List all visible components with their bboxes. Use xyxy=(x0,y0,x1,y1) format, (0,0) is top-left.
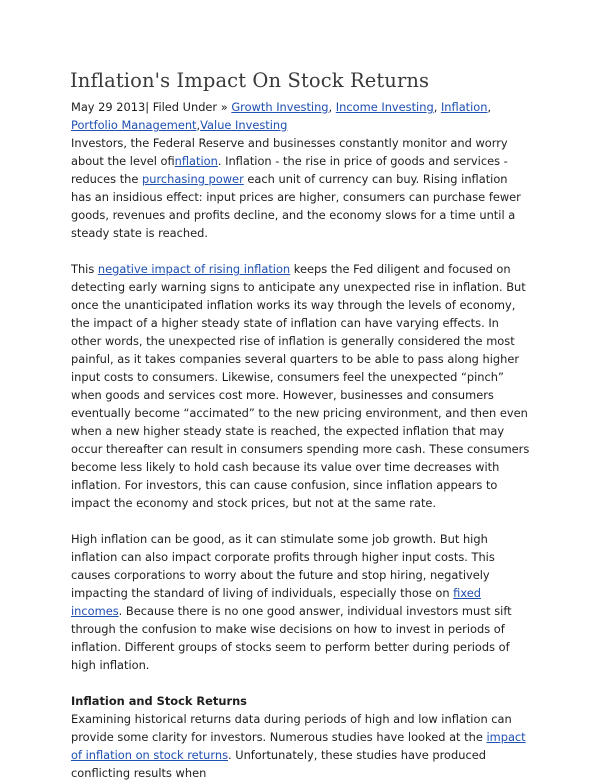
paragraph-1: Investors, the Federal Reserve and businesses constantly monitor and worry about the level ofinflation. Inflation - the rise in price of goods and services - reduces the purchasing power each unit of currency can buy. Rising inflation has an insidious effect: input prices are higher, consumers can purchase fewer goods, revenues and profits decline, and the economy slows for a time until a steady state is reached. xyxy=(71,136,521,240)
category-link-portfolio-management[interactable]: Portfolio Management xyxy=(71,118,197,132)
article-body xyxy=(71,98,531,782)
paragraph-3: High inflation can be good, as it can stimulate some job growth. But high inflation can also impact corporate profits through higher input costs. This causes corporations to worry about the future and stop hiring, negatively impacting the standard of living of individuals, especially those on fixed incomes. Because there is no one good answer, individual investors must sift through the confusion to make wise decisions on how to invest in periods of inflation. Different groups of stocks seem to perform better during periods of high inflation. xyxy=(71,532,512,672)
impact-of-inflation-link[interactable]: impact of inflation on stock returns xyxy=(71,730,526,762)
category-link-value-investing[interactable]: Value Investing xyxy=(200,118,288,132)
section-heading: Inflation and Stock Returns xyxy=(71,694,247,708)
article-date: May 29 2013| Filed Under » xyxy=(71,100,232,114)
purchasing-power-link[interactable]: purchasing power xyxy=(142,172,244,186)
category-link-inflation[interactable]: Inflation xyxy=(440,100,488,114)
paragraph-2: This negative impact of rising inflation keeps the Fed diligent and focused on detecting early warning signs to anticipate any unexpected rise in inflation. But once the unanticipated inflation works its way through the levels of economy, the impact of a higher steady state of inflation can have varying effects. In other words, the unexpected rise of inflation is generally considered the most painful, as it takes companies several quarters to be able to pass along higher input costs to consumers. Likewise, consumers feel the unexpected “pinch” when goods and services cost more. However, businesses and consumers eventually become “accimated” to the new pricing environment, and then even when a new higher steady state is reached, the expected inflation that may occur thereafter can result in consumers spending more cash. These consumers become less likely to hold cash because its value over time decreases with inflation. For investors, this can cause confusion, since inflation appears to impact the economy and stock prices, but not at the same rate. xyxy=(71,262,530,510)
fixed-incomes-link[interactable]: fixed incomes xyxy=(71,586,481,618)
article-meta: May 29 2013| Filed Under » Growth Investing, Income Investing, Inflation, Portfolio Management,Value Investing xyxy=(71,100,492,132)
inflation-link[interactable]: inflation xyxy=(174,154,218,168)
category-link-income-investing[interactable]: Income Investing xyxy=(335,100,434,114)
paragraph-4: Examining historical returns data during periods of high and low inflation can provide some clarity for investors. Numerous studies have looked at the impact of inflation on stock returns. Unfortunately, these studies have produced conflicting results when xyxy=(71,712,526,780)
article-title: Inflation's Impact On Stock Returns xyxy=(70,69,430,92)
negative-impact-link[interactable]: negative impact of rising inflation xyxy=(97,262,291,276)
category-link-growth-investing[interactable]: Growth Investing xyxy=(231,100,329,114)
